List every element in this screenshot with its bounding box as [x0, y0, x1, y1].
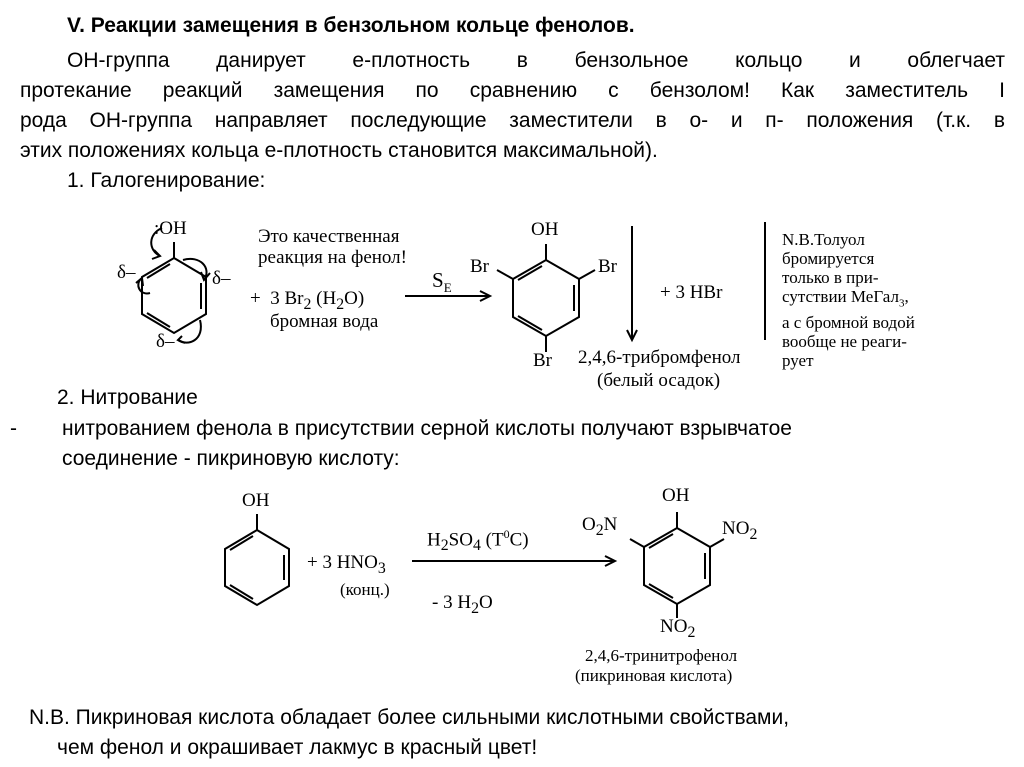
- br-ortho-right: Br: [598, 256, 617, 277]
- phenol-ring-2: [225, 514, 289, 605]
- delta-para: δ–: [156, 331, 175, 352]
- concentrated-label: (конц.): [340, 580, 390, 599]
- picric-acid-label: (пикриновая кислота): [575, 666, 733, 685]
- delta-ortho-left: δ–: [117, 262, 136, 283]
- delta-ortho-right: δ–: [212, 268, 231, 289]
- trinitrophenol-name: 2,4,6-тринитрофенол: [585, 646, 738, 665]
- tribromophenol-name: 2,4,6-трибромфенол: [578, 347, 741, 368]
- no2-ortho-right: $NO_2$: [722, 518, 758, 543]
- nitration-text-line-2: соединение - пикриновую кислоту:: [62, 447, 400, 470]
- sulfuric-acid-condition: $H_2SO_4$ $(T^0C)$: [427, 527, 529, 555]
- bromine-reagent: + 3 $Br_2$ $(H_2O)$: [250, 288, 365, 313]
- intro-line-3: рода ОН-группа направляет последующие заместители в о- и п- положения (т.к. в: [20, 109, 1005, 132]
- toluene-note: N.B.Толуол бромируется только в при- сутствии МеГал$_3$, а с бромной водой вообще не реаги- рует: [782, 230, 915, 371]
- picric-oh: OH: [662, 485, 690, 506]
- intro-line-2: протекание реакций замещения по сравнению с бензолом! Как заместитель I: [20, 79, 1005, 102]
- nitration-bullet: -: [10, 417, 17, 440]
- nitric-acid-reagent: + 3 $HNO_3$: [307, 552, 386, 577]
- electron-arrow-4-head: [178, 336, 185, 343]
- se-label: $S_E$: [432, 268, 452, 296]
- bromine-water-label: бромная вода: [270, 311, 379, 332]
- footer-note-line-1: N.B. Пикриновая кислота обладает более сильными кислотными свойствами,: [29, 706, 790, 729]
- picric-acid-ring: [630, 512, 724, 618]
- phenol-ring-1: [142, 242, 206, 333]
- hbr-byproduct: + 3 HBr: [660, 282, 723, 303]
- phenol-oh-nitration: OH: [242, 490, 270, 511]
- no2-para: $NO_2$: [660, 616, 696, 641]
- no2-ortho-left: $O_2N$: [582, 514, 618, 539]
- section-nitration-title: 2. Нитрование: [57, 386, 198, 409]
- section-halogenation-title: 1. Галогенирование:: [67, 169, 266, 192]
- tribromo-oh: OH: [531, 219, 559, 240]
- intro-line-4: этих положениях кольца е-плотность становится максимальной).: [20, 139, 658, 162]
- footer-note-line-2: чем фенол и окрашивает лакмус в красный цвет!: [57, 736, 538, 759]
- white-precipitate-label: (белый осадок): [597, 370, 721, 391]
- nitration-text-line-1: нитрованием фенола в присутствии серной кислоты получают взрывчатое: [62, 417, 792, 440]
- qualitative-note-line-2: реакция на фенол!: [258, 247, 407, 268]
- br-ortho-left: Br: [470, 256, 489, 277]
- intro-line-1: ОН-группа данирует е-плотность в бензольное кольцо и облегчает: [67, 49, 1005, 72]
- phenol-oh-label: :OH: [154, 218, 187, 239]
- slide-heading: V. Реакции замещения в бензольном кольце фенолов.: [67, 14, 635, 37]
- water-elimination: - 3 $H_2O$: [432, 592, 493, 617]
- tribromophenol-ring: [497, 244, 595, 352]
- br-para: Br: [533, 350, 552, 371]
- qualitative-note-line-1: Это качественная: [258, 226, 400, 247]
